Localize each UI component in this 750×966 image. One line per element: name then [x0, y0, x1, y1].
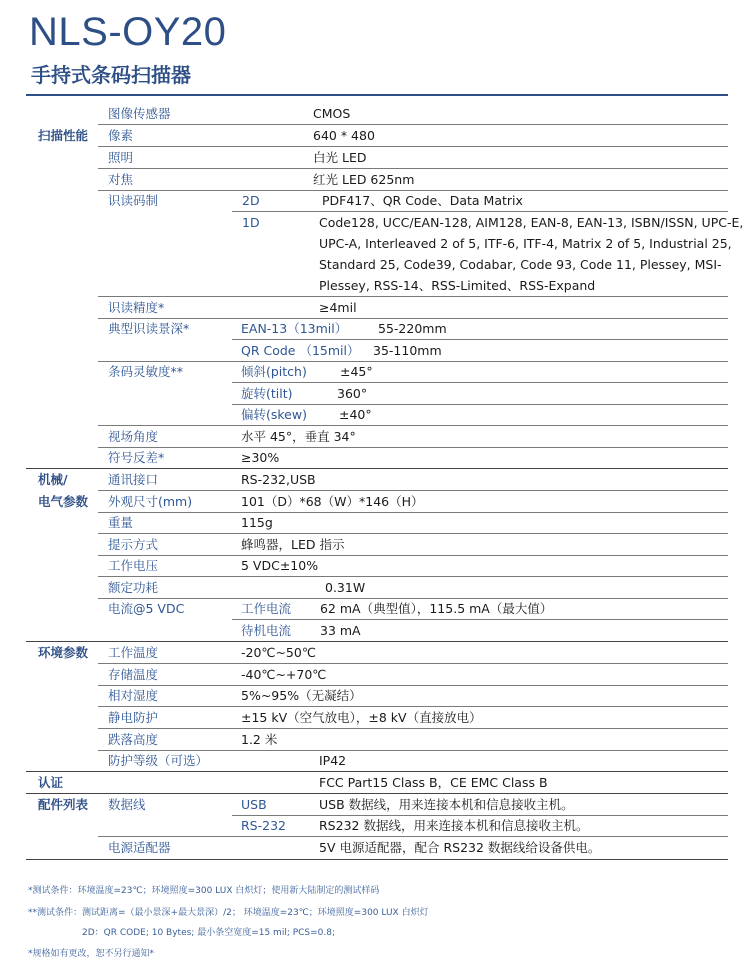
section-label-scan: 扫描性能 — [38, 128, 89, 143]
spec-value: IP42 — [319, 753, 347, 768]
product-model: NLS-OY20 — [29, 10, 227, 54]
spec-row-ip — [0, 750, 750, 771]
spec-label: 通讯接口 — [108, 472, 159, 487]
spec-sublabel: 待机电流 — [241, 623, 292, 638]
footnote-2: **测试条件：测试距离=（最小景深+最大景深）/2； 环境温度=23℃；环境照度=300 LUX 白炽灯 — [28, 908, 429, 918]
spec-label: 电源适配器 — [108, 840, 171, 855]
section-divider — [26, 859, 728, 860]
spec-row-humidity — [0, 685, 750, 706]
spec-value: 0.31W — [325, 580, 366, 595]
spec-value: PDF417、QR Code、Data Matrix — [322, 193, 523, 208]
spec-row-current-2 — [0, 620, 750, 641]
spec-value: 101（D）*68（W）*146（H） — [241, 494, 424, 509]
spec-value: 1.2 米 — [241, 732, 278, 747]
spec-row-current-1 — [0, 598, 750, 619]
spec-label: 静电防护 — [108, 710, 159, 725]
spec-label: 条码灵敏度** — [108, 364, 184, 379]
spec-row-precision — [0, 297, 750, 318]
spec-row-adapter — [0, 837, 750, 858]
spec-label: 重量 — [108, 515, 134, 530]
spec-label: 存储温度 — [108, 667, 159, 682]
spec-row-symbologies-2d — [0, 190, 750, 211]
spec-value: 红光 LED 625nm — [313, 172, 415, 187]
spec-row-fov — [0, 426, 750, 447]
spec-value: -20℃~50℃ — [241, 645, 316, 660]
spec-row-depth-1 — [0, 318, 750, 339]
spec-sublabel: 1D — [242, 215, 260, 230]
spec-row-op-temp — [0, 642, 750, 663]
spec-value: 5V 电源适配器，配合 RS232 数据线给设备供电。 — [319, 840, 601, 855]
spec-value: 115g — [241, 515, 273, 530]
spec-row-pixels — [0, 125, 750, 146]
spec-value: 62 mA（典型值），115.5 mA（最大值） — [320, 601, 553, 616]
spec-value: 5%~95%（无凝结） — [241, 688, 362, 703]
section-label-env: 环境参数 — [38, 645, 89, 660]
spec-row-continuation — [0, 275, 750, 296]
spec-value: 5 VDC±10% — [241, 558, 319, 573]
spec-row-symbologies-1d — [0, 212, 750, 233]
spec-label: 典型识读景深* — [108, 321, 190, 336]
spec-sublabel: 偏转(skew) — [241, 407, 307, 422]
spec-row-sensor — [0, 103, 750, 124]
spec-label: 对焦 — [108, 172, 134, 187]
spec-value: 白光 LED — [313, 150, 367, 165]
spec-value: -40℃~+70℃ — [241, 667, 327, 682]
spec-value: 水平 45°，垂直 34° — [241, 429, 356, 444]
spec-value: 33 mA — [320, 623, 361, 638]
spec-value: 360° — [337, 386, 368, 401]
spec-label: 识读精度* — [108, 300, 165, 315]
spec-sublabel: EAN-13（13mil） — [241, 321, 348, 336]
footnote-4: *规格如有更改，恕不另行通知* — [28, 949, 155, 959]
spec-label: 跌落高度 — [108, 732, 159, 747]
spec-row-aiming — [0, 169, 750, 190]
spec-value: FCC Part15 Class B，CE EMC Class B — [319, 775, 548, 790]
spec-row-contrast — [0, 447, 750, 468]
spec-value-line: Code128, UCC/EAN-128, AIM128, EAN-8, EAN-13, ISBN/ISSN, UPC-E, — [319, 215, 744, 230]
spec-row-continuation — [0, 254, 750, 275]
spec-value-line: Standard 25, Code39, Codabar, Code 93, Code 11, Plessey, MSI- — [319, 257, 722, 272]
section-label-cert: 认证 — [38, 775, 64, 790]
spec-sublabel: 倾斜(pitch) — [241, 364, 307, 379]
spec-value: USB 数据线，用来连接本机和信息接收主机。 — [319, 797, 574, 812]
spec-label: 外观尺寸(mm) — [108, 494, 193, 509]
spec-label: 识读码制 — [108, 193, 159, 208]
spec-value: ≥30% — [241, 450, 280, 465]
spec-value-line: UPC-A, Interleaved 2 of 5, ITF-6, ITF-4, Matrix 2 of 5, Industrial 25, — [319, 236, 732, 251]
footnote-3: 2D：QR CODE; 10 Bytes; 最小条空宽度=15 mil; PCS=0.8; — [82, 928, 336, 938]
spec-value: 蜂鸣器，LED 指示 — [241, 537, 345, 552]
spec-value: ±45° — [340, 364, 373, 379]
spec-row-depth-2 — [0, 340, 750, 361]
spec-row-voltage — [0, 555, 750, 576]
spec-row-weight — [0, 512, 750, 533]
spec-value-line: Plessey, RSS-14、RSS-Limited、RSS-Expand — [319, 278, 596, 293]
spec-label: 像素 — [108, 128, 134, 143]
spec-value: RS232 数据线，用来连接本机和信息接收主机。 — [319, 818, 589, 833]
spec-label: 额定功耗 — [108, 580, 159, 595]
spec-value: RS-232,USB — [241, 472, 316, 487]
spec-label: 图像传感器 — [108, 106, 171, 121]
spec-row-cable-usb — [0, 794, 750, 815]
spec-sublabel: 工作电流 — [241, 601, 292, 616]
product-subtitle: 手持式条码扫描器 — [31, 63, 191, 87]
spec-value: ±15 kV（空气放电），±8 kV（直接放电） — [241, 710, 482, 725]
spec-sublabel: RS-232 — [241, 818, 286, 833]
spec-row-sensitivity-3 — [0, 404, 750, 425]
spec-label: 提示方式 — [108, 537, 159, 552]
section-label-accessories: 配件列表 — [38, 797, 89, 812]
spec-label: 电流@5 VDC — [108, 601, 185, 616]
spec-row-cable-rs232 — [0, 815, 750, 836]
spec-label: 照明 — [108, 150, 134, 165]
spec-value: CMOS — [313, 106, 351, 121]
spec-label: 工作温度 — [108, 645, 159, 660]
spec-sublabel: USB — [241, 797, 267, 812]
spec-label: 防护等级（可选） — [108, 753, 209, 768]
spec-label: 工作电压 — [108, 558, 159, 573]
spec-row-dimensions — [0, 491, 750, 512]
spec-row-power — [0, 577, 750, 598]
spec-row-lighting — [0, 147, 750, 168]
spec-row-continuation — [0, 233, 750, 254]
spec-value: ≥4mil — [319, 300, 357, 315]
spec-row-esd — [0, 707, 750, 728]
spec-label: 视场角度 — [108, 429, 159, 444]
spec-label: 数据线 — [108, 797, 146, 812]
spec-row-cert — [0, 772, 750, 793]
spec-value: 35-110mm — [373, 343, 442, 358]
spec-sublabel: 2D — [242, 193, 260, 208]
spec-row-interface — [0, 469, 750, 490]
header-rule — [26, 94, 728, 96]
spec-value: 640 * 480 — [313, 128, 375, 143]
spec-label: 相对湿度 — [108, 688, 159, 703]
spec-row-drop — [0, 729, 750, 750]
spec-row-sensitivity-1 — [0, 361, 750, 382]
spec-label: 符号反差* — [108, 450, 165, 465]
section-label-mech-1: 机械/ — [38, 472, 68, 487]
spec-row-st-temp — [0, 664, 750, 685]
spec-value: ±40° — [339, 407, 372, 422]
spec-sublabel: QR Code （15mil） — [241, 343, 360, 358]
spec-sublabel: 旋转(tilt) — [241, 386, 293, 401]
spec-row-notify — [0, 534, 750, 555]
footnote-1: *测试条件：环境温度=23℃；环境照度=300 LUX 白炽灯；使用新大陆制定的测试样码 — [28, 886, 380, 896]
section-label-mech-2: 电气参数 — [38, 494, 89, 509]
spec-value: 55-220mm — [378, 321, 447, 336]
spec-row-sensitivity-2 — [0, 383, 750, 404]
